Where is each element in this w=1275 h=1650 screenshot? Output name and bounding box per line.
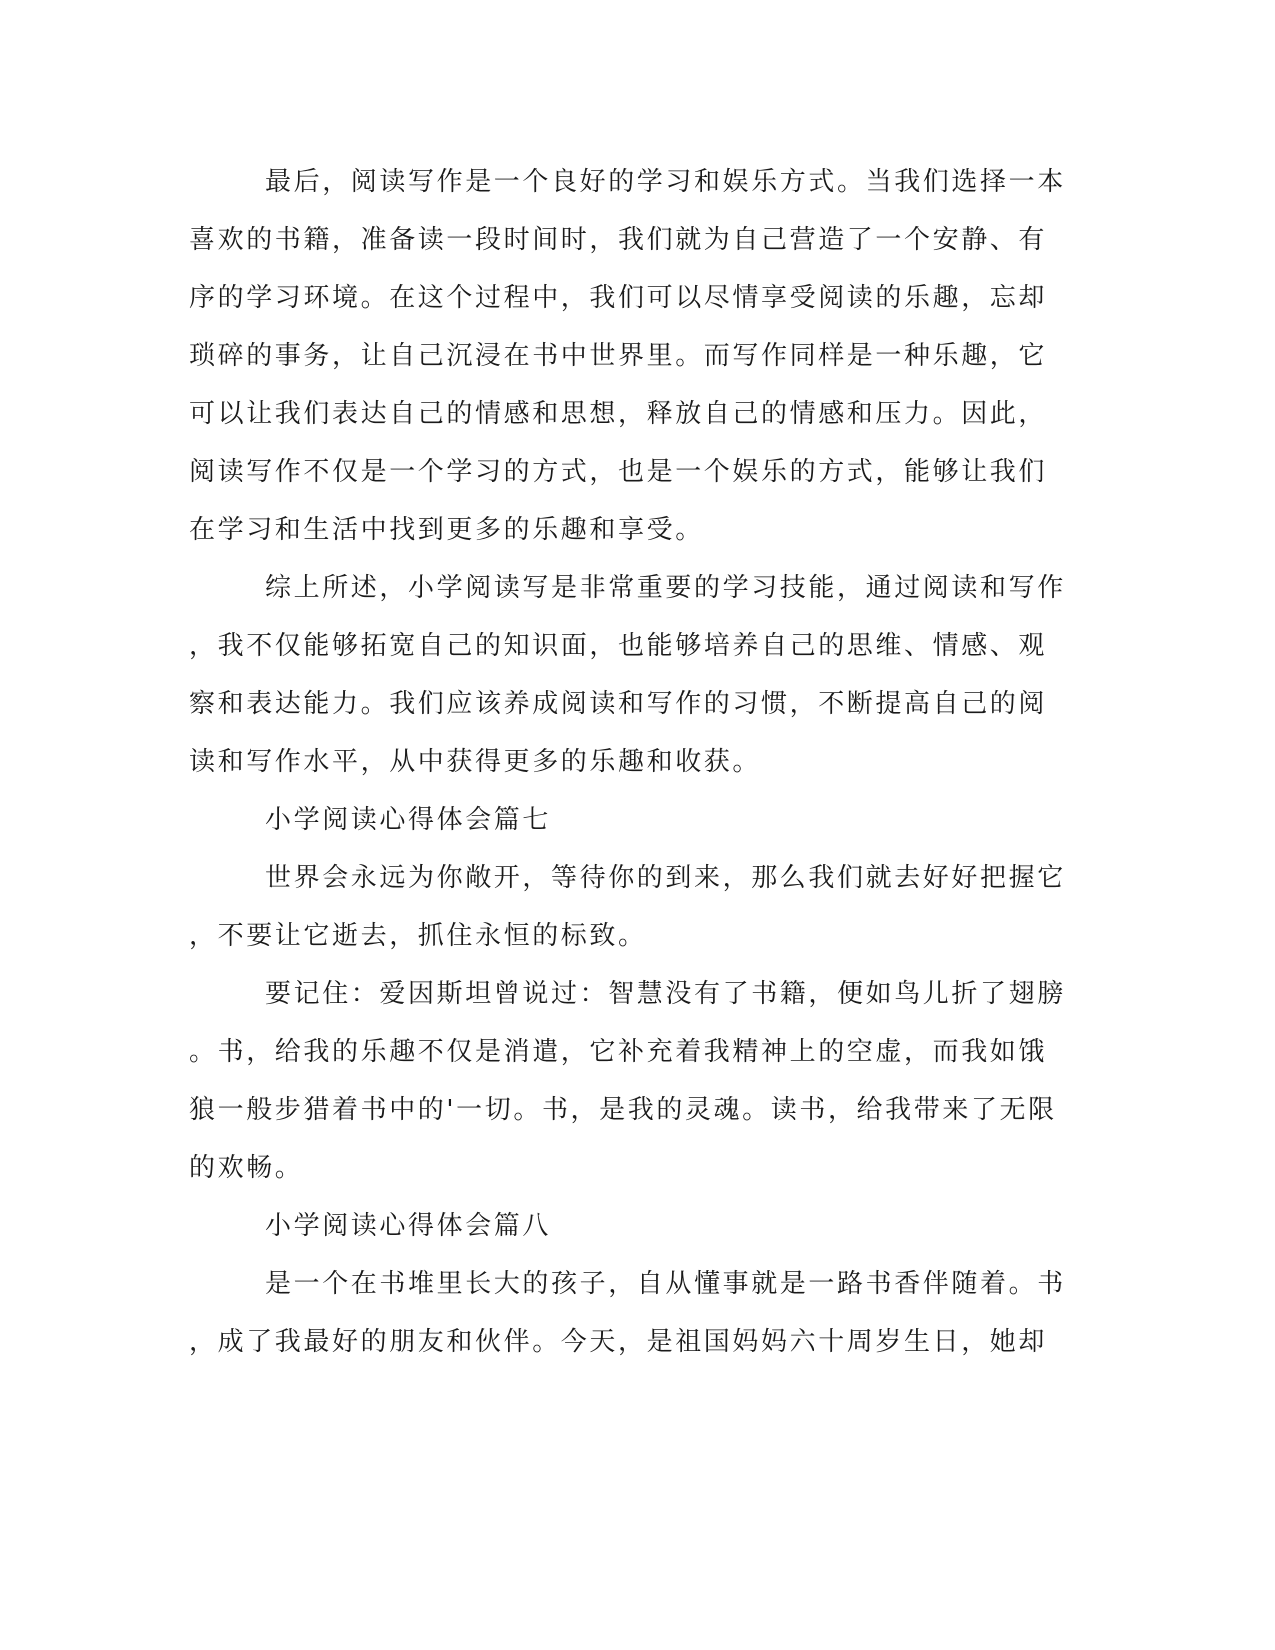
section-heading: 小学阅读心得体会篇七 xyxy=(265,805,552,835)
text-line: 读和写作水平，从中获得更多的乐趣和收获。 xyxy=(189,747,762,777)
text-line: 序的学习环境。在这个过程中，我们可以尽情享受阅读的乐趣，忘却 xyxy=(189,283,1048,313)
text-line: 可以让我们表达自己的情感和思想，释放自己的情感和压力。因此， xyxy=(189,399,1048,429)
text-line: 最后，阅读写作是一个良好的学习和娱乐方式。当我们选择一本 xyxy=(265,167,1066,197)
text-line: 琐碎的事务，让自己沉浸在书中世界里。而写作同样是一种乐趣，它 xyxy=(189,341,1048,371)
text-line: 狼一般步猎着书中的'一切。书，是我的灵魂。读书，给我带来了无限 xyxy=(189,1095,1057,1125)
text-line: 阅读写作不仅是一个学习的方式，也是一个娱乐的方式，能够让我们 xyxy=(189,457,1048,487)
text-line: 喜欢的书籍，准备读一段时间时，我们就为自己营造了一个安静、有 xyxy=(189,225,1048,255)
text-line: ，不要让它逝去，抓住永恒的标致。 xyxy=(189,921,647,951)
text-line: 是一个在书堆里长大的孩子，自从懂事就是一路书香伴随着。书 xyxy=(265,1269,1066,1299)
text-line: 。书，给我的乐趣不仅是消遣，它补充着我精神上的空虚，而我如饿 xyxy=(189,1037,1048,1067)
text-line: 要记住：爱因斯坦曾说过：智慧没有了书籍，便如鸟儿折了翅膀 xyxy=(265,979,1066,1009)
text-line: 在学习和生活中找到更多的乐趣和享受。 xyxy=(189,515,704,545)
text-line: ，成了我最好的朋友和伙伴。今天，是祖国妈妈六十周岁生日，她却 xyxy=(189,1327,1048,1357)
text-line: ，我不仅能够拓宽自己的知识面，也能够培养自己的思维、情感、观 xyxy=(189,631,1048,661)
text-line: 察和表达能力。我们应该养成阅读和写作的习惯，不断提高自己的阅 xyxy=(189,689,1048,719)
section-heading: 小学阅读心得体会篇八 xyxy=(265,1211,552,1241)
text-line: 综上所述，小学阅读写是非常重要的学习技能，通过阅读和写作 xyxy=(265,573,1066,603)
text-line: 的欢畅。 xyxy=(189,1153,304,1183)
text-line: 世界会永远为你敞开，等待你的到来，那么我们就去好好把握它 xyxy=(265,863,1066,893)
